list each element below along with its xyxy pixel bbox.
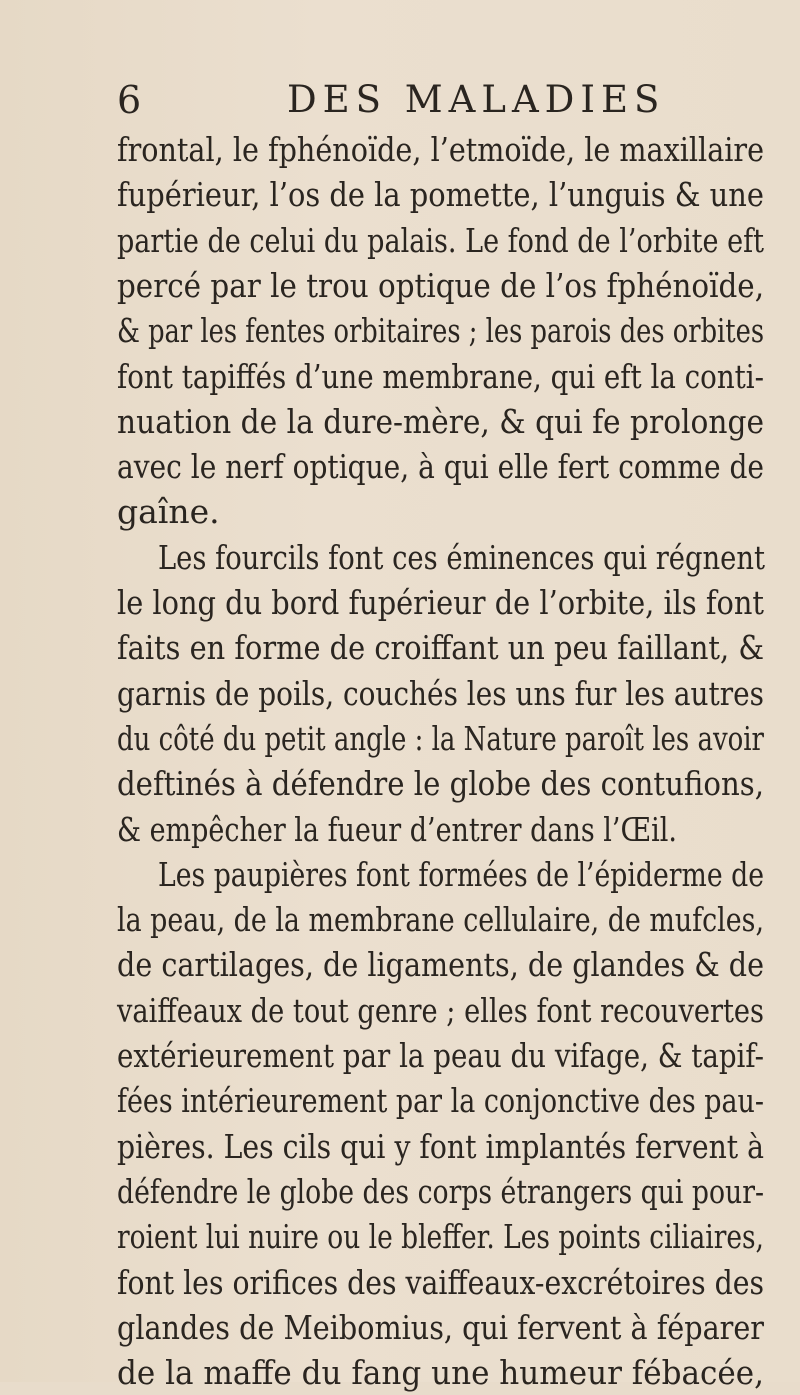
text-line: du côté du petit angle : la Nature paroît les avoir: [117, 718, 764, 758]
text-line: font les orifices des vaiffeaux-excrétoires des: [117, 1262, 765, 1302]
text-line: glandes de Meibomius, qui fervent à féparer: [117, 1307, 764, 1347]
text-line: extérieurement par la peau du vifage, & tapif-: [117, 1036, 765, 1075]
text-line: faits en forme de croiffant un peu faillant, &: [117, 628, 764, 668]
text-line: le long du bord fupérieur de l’orbite, ils font: [117, 583, 764, 622]
text-line: de la maffe du fang une humeur fébacée,: [117, 1353, 765, 1393]
text-line: gaîne.: [117, 492, 220, 532]
paragraph-start-line: Les fourcils font ces éminences qui régnent: [158, 537, 766, 577]
text-line: & empêcher la fueur d’entrer dans l’Œil.: [117, 809, 677, 849]
text-line: fupérieur, l’os de la pomette, l’unguis & une: [117, 175, 764, 215]
text-line: de cartilages, de ligaments, de glandes & de: [117, 945, 765, 985]
running-head: DES MALADIES: [287, 78, 666, 121]
text-line: défendre le globe des corps étrangers qui pour-: [117, 1171, 764, 1211]
text-line: & par les fentes orbitaires ; les parois des orbites: [117, 311, 765, 351]
page-number: 6: [117, 78, 142, 122]
text-line: percé par le trou optique de l’os fphénoïde,: [117, 265, 765, 305]
text-line: garnis de poils, couchés les uns fur les autres: [117, 673, 764, 713]
text-line: pières. Les cils qui y font implantés fervent à: [117, 1126, 765, 1166]
text-line: nuation de la dure-mère, & qui fe prolonge: [117, 401, 765, 441]
text-line: vaiffeaux de tout genre ; elles font recouvertes: [117, 990, 765, 1030]
text-line: font tapiffés d’une membrane, qui eft la conti-: [117, 356, 765, 396]
text-line: la peau, de la membrane cellulaire, de mufcles,: [117, 900, 764, 940]
text-line: avec le nerf optique, à qui elle fert comme de: [117, 447, 765, 487]
paragraph-start-line: Les paupières font formées de l’épiderme de: [158, 854, 765, 894]
page-header: [0, 76, 800, 124]
text-line: partie de celui du palais. Le fond de l’orbite eft: [117, 220, 764, 260]
text-line: roient lui nuire ou le bleffer. Les points ciliaires,: [117, 1217, 764, 1257]
text-line: frontal, le fphénoïde, l’etmoïde, le maxillaire: [117, 130, 765, 169]
text-line: deftinés à défendre le globe des contufions,: [117, 764, 764, 804]
text-line: fées intérieurement par la conjonctive des pau-: [117, 1081, 765, 1121]
